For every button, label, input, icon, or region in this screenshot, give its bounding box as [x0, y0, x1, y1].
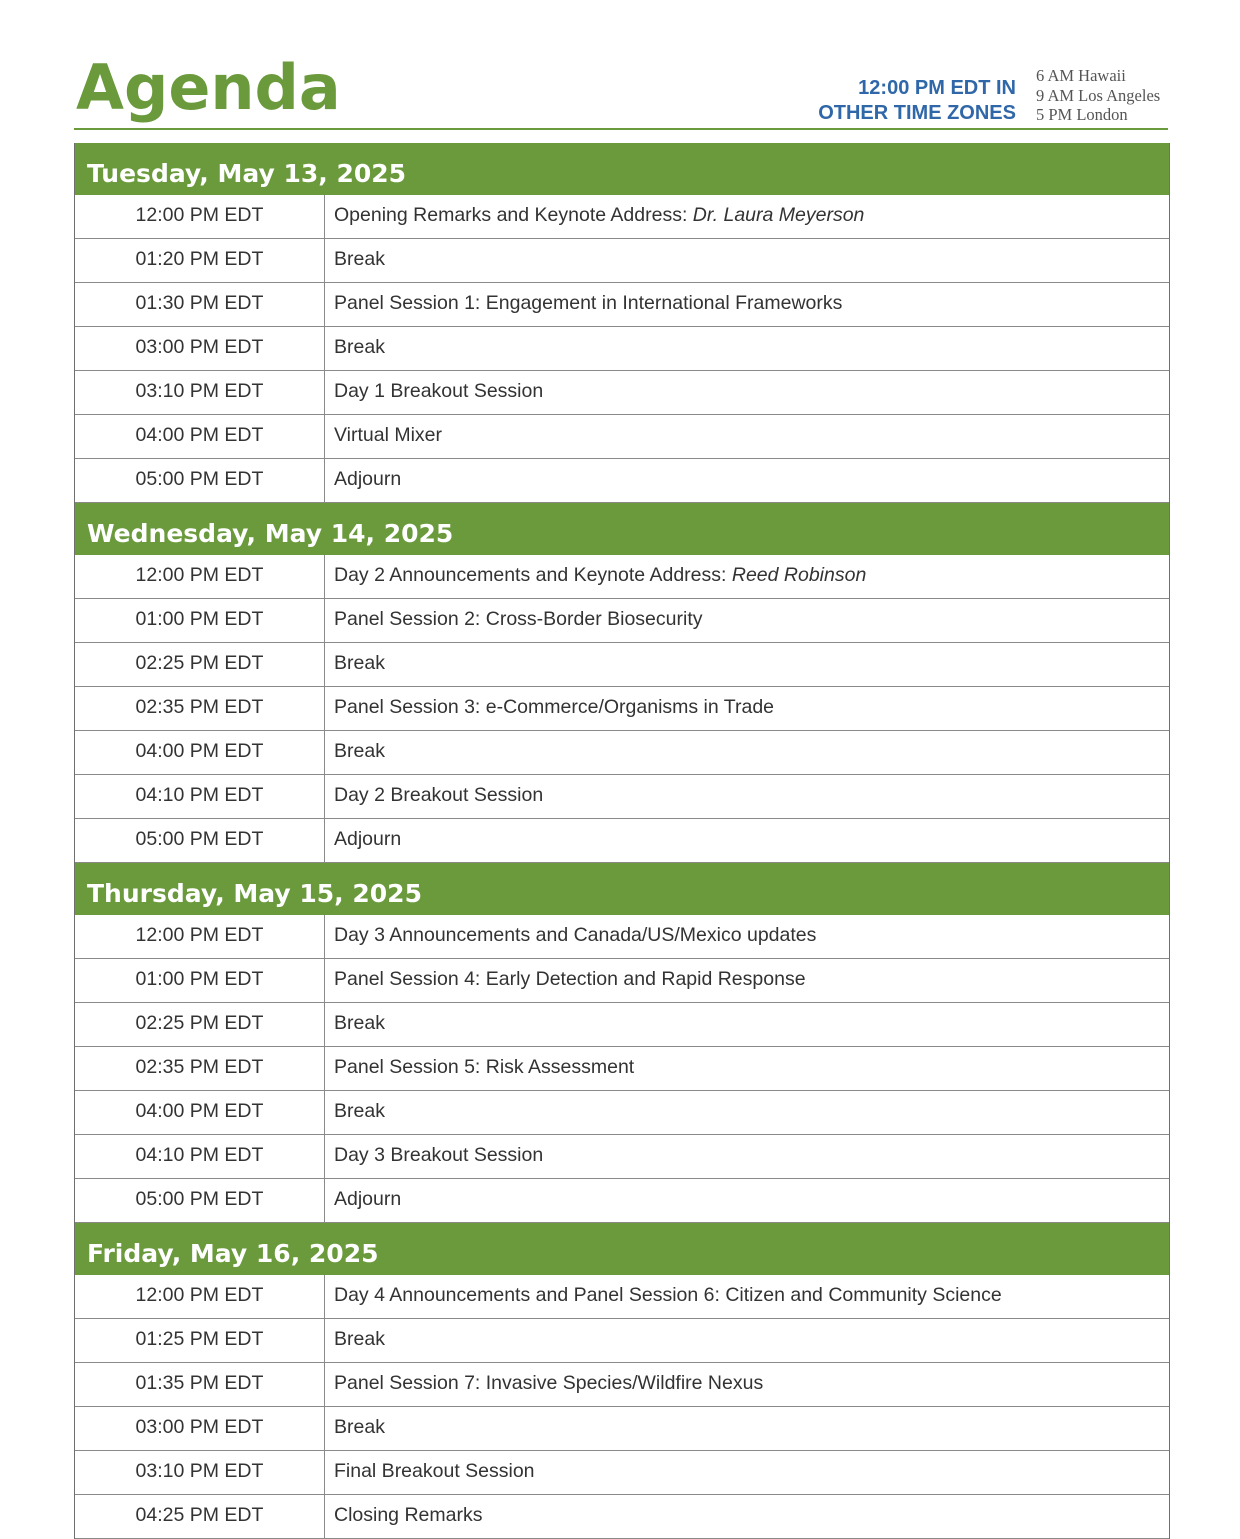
table-row: [75, 371, 1169, 415]
time-cell: 04:00 PM EDT: [75, 415, 325, 458]
time-zone-item: 6 AM Hawaii: [1036, 66, 1126, 85]
event-title: Panel Session 1: Engagement in International Frameworks: [334, 292, 843, 314]
event-title: Break: [334, 336, 385, 358]
event-title: Day 1 Breakout Session: [334, 380, 544, 402]
time-cell: 12:00 PM EDT: [75, 195, 325, 238]
event-cell: [325, 599, 1169, 642]
table-row: [75, 643, 1169, 687]
event-cell: [325, 1179, 1169, 1222]
time-cell: 01:00 PM EDT: [75, 959, 325, 1002]
table-row: [75, 283, 1169, 327]
time-cell: 04:10 PM EDT: [75, 1135, 325, 1178]
time-cell: 04:00 PM EDT: [75, 731, 325, 774]
event-cell: [325, 731, 1169, 774]
time-cell: 03:10 PM EDT: [75, 1451, 325, 1494]
event-cell: [325, 915, 1169, 958]
event-title: Day 3 Announcements and Canada/US/Mexico updates: [334, 924, 817, 946]
agenda-table: [74, 143, 1170, 1539]
table-row: [75, 731, 1169, 775]
event-title: Panel Session 7: Invasive Species/Wildfire Nexus: [334, 1372, 764, 1394]
time-cell: 02:25 PM EDT: [75, 1003, 325, 1046]
time-cell: 04:00 PM EDT: [75, 1091, 325, 1134]
event-title: Day 3 Breakout Session: [334, 1144, 544, 1166]
table-row: [75, 239, 1169, 283]
event-title: Day 2 Breakout Session: [334, 784, 544, 806]
time-cell: 05:00 PM EDT: [75, 819, 325, 862]
time-zone-heading: [818, 76, 1016, 126]
table-row: [75, 1135, 1169, 1179]
agenda-header: [74, 51, 1168, 126]
event-cell: [325, 1407, 1169, 1450]
time-cell: 04:25 PM EDT: [75, 1495, 325, 1538]
event-title: Panel Session 2: Cross-Border Biosecurity: [334, 608, 703, 630]
speaker-name: Dr. Laura Meyerson: [692, 204, 865, 226]
table-row: [75, 1091, 1169, 1135]
time-cell: 01:30 PM EDT: [75, 283, 325, 326]
time-zone-list: [1036, 66, 1160, 125]
time-cell: 03:00 PM EDT: [75, 1407, 325, 1450]
day-header: Wednesday, May 14, 2025: [75, 503, 1169, 555]
event-title: Break: [334, 1328, 385, 1350]
event-cell: [325, 327, 1169, 370]
time-cell: 02:25 PM EDT: [75, 643, 325, 686]
event-title: Adjourn: [334, 1188, 402, 1210]
time-cell: 05:00 PM EDT: [75, 1179, 325, 1222]
time-zone-heading-line: OTHER TIME ZONES: [818, 102, 1016, 124]
time-zone-item: 9 AM Los Angeles: [1036, 85, 1161, 105]
time-cell: 01:00 PM EDT: [75, 599, 325, 642]
event-title: Adjourn: [334, 468, 402, 490]
event-title: Virtual Mixer: [334, 424, 443, 446]
table-row: [75, 1319, 1169, 1363]
day-header: Friday, May 16, 2025: [75, 1223, 1169, 1275]
page-title: Agenda: [76, 51, 341, 124]
event-title: Panel Session 3: e-Commerce/Organisms in Trade: [334, 696, 775, 718]
table-row: [75, 415, 1169, 459]
event-cell: [325, 775, 1169, 818]
event-title: Opening Remarks and Keynote Address:: [334, 204, 693, 226]
event-cell: [325, 1451, 1169, 1494]
event-cell: [325, 819, 1169, 862]
day-header: Thursday, May 15, 2025: [75, 863, 1169, 915]
table-row: [75, 1275, 1169, 1319]
event-title: Day 4 Announcements and Panel Session 6: Citizen and Community Science: [334, 1284, 1002, 1306]
event-cell: [325, 1495, 1169, 1538]
speaker-name: Reed Robinson: [731, 564, 867, 586]
table-row: [75, 327, 1169, 371]
header-divider: [74, 128, 1168, 130]
table-row: [75, 687, 1169, 731]
table-row: [75, 1407, 1169, 1451]
event-title: Break: [334, 1100, 385, 1122]
table-row: [75, 775, 1169, 819]
event-title: Day 2 Announcements and Keynote Address:: [334, 564, 732, 586]
event-title: Panel Session 4: Early Detection and Rapid Response: [334, 968, 806, 990]
event-title: Break: [334, 740, 385, 762]
event-title: Break: [334, 1416, 385, 1438]
event-cell: [325, 1363, 1169, 1406]
table-row: [75, 915, 1169, 959]
time-cell: 02:35 PM EDT: [75, 687, 325, 730]
event-cell: [325, 1003, 1169, 1046]
table-row: [75, 1363, 1169, 1407]
event-title: Panel Session 5: Risk Assessment: [334, 1056, 635, 1078]
table-row: [75, 1495, 1169, 1539]
time-cell: 12:00 PM EDT: [75, 555, 325, 598]
time-zone-heading-line: 12:00 PM EDT IN: [858, 77, 1016, 99]
event-title: Adjourn: [334, 828, 402, 850]
time-cell: 03:00 PM EDT: [75, 327, 325, 370]
event-cell: [325, 687, 1169, 730]
event-cell: [325, 555, 1169, 598]
event-cell: [325, 1091, 1169, 1134]
time-cell: 04:10 PM EDT: [75, 775, 325, 818]
time-cell: 03:10 PM EDT: [75, 371, 325, 414]
event-cell: [325, 283, 1169, 326]
event-cell: [325, 1047, 1169, 1090]
event-cell: [325, 371, 1169, 414]
event-cell: [325, 959, 1169, 1002]
event-title: Closing Remarks: [334, 1504, 483, 1526]
table-row: [75, 1451, 1169, 1495]
event-cell: [325, 1275, 1169, 1318]
table-row: [75, 1047, 1169, 1091]
event-title: Break: [334, 652, 385, 674]
table-row: [75, 959, 1169, 1003]
table-row: [75, 819, 1169, 863]
event-title: Break: [334, 248, 385, 270]
table-row: [75, 599, 1169, 643]
time-cell: 02:35 PM EDT: [75, 1047, 325, 1090]
time-cell: 01:35 PM EDT: [75, 1363, 325, 1406]
event-cell: [325, 415, 1169, 458]
table-row: [75, 555, 1169, 599]
event-cell: [325, 195, 1169, 238]
event-title: Break: [334, 1012, 385, 1034]
time-cell: 12:00 PM EDT: [75, 915, 325, 958]
table-row: [75, 459, 1169, 503]
table-row: [75, 1179, 1169, 1223]
event-cell: [325, 459, 1169, 502]
time-cell: 01:20 PM EDT: [75, 239, 325, 282]
table-row: [75, 195, 1169, 239]
time-cell: 12:00 PM EDT: [75, 1275, 325, 1318]
day-header: Tuesday, May 13, 2025: [75, 143, 1169, 195]
time-cell: 01:25 PM EDT: [75, 1319, 325, 1362]
event-title: Final Breakout Session: [334, 1460, 535, 1482]
event-cell: [325, 1135, 1169, 1178]
event-cell: [325, 239, 1169, 282]
table-row: [75, 1003, 1169, 1047]
time-zone-item: 5 PM London: [1036, 105, 1128, 124]
event-cell: [325, 643, 1169, 686]
event-cell: [325, 1319, 1169, 1362]
time-cell: 05:00 PM EDT: [75, 459, 325, 502]
